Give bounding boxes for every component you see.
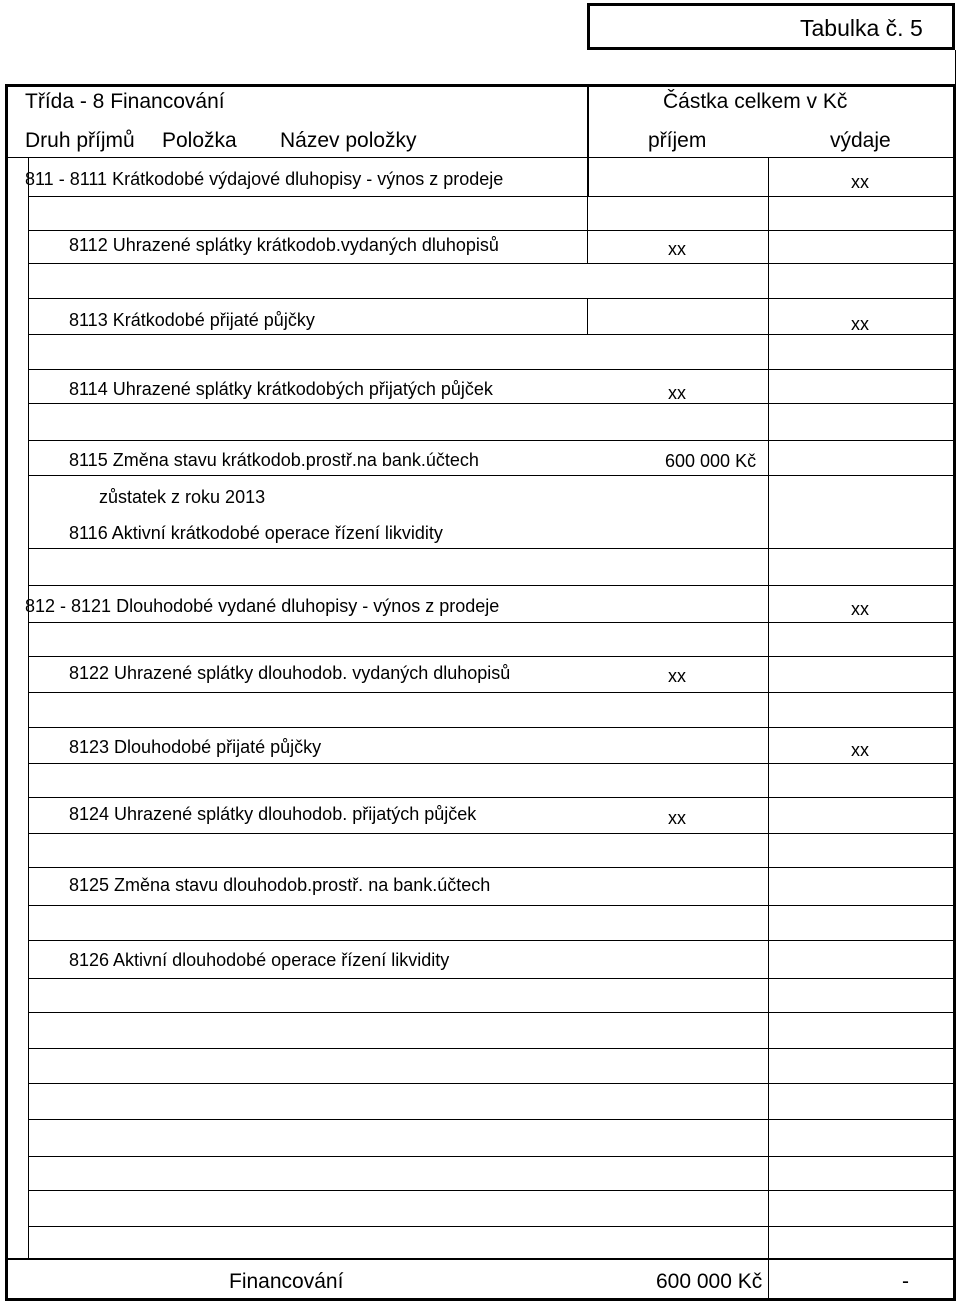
row-divider <box>28 656 956 657</box>
row-divider <box>28 548 956 549</box>
row-8113-label: 8113 Krátkodobé přijaté půjčky <box>69 310 315 330</box>
row-8113-expense: xx <box>851 314 869 334</box>
row-divider <box>28 622 956 623</box>
left-grid-edge <box>28 157 29 1258</box>
income-expense-separator <box>768 157 769 1301</box>
row-8125-label: 8125 Změna stavu dlouhodob.prostř. na bank.účtech <box>69 875 491 895</box>
row-carryover-label: zůstatek z roku 2013 <box>99 487 266 507</box>
row-divider <box>28 1190 956 1191</box>
row-8115-income: 600 000 Kč <box>665 451 757 471</box>
edge-tick <box>955 50 956 84</box>
row-8114-label: 8114 Uhrazené splátky krátkodobých přijatých půjček <box>69 379 493 399</box>
row-divider <box>28 263 956 264</box>
col-expense-heading: výdaje <box>830 129 891 152</box>
row-divider <box>28 797 956 798</box>
row-divider <box>28 833 956 834</box>
row-divider <box>28 196 956 197</box>
row-divider <box>28 585 956 586</box>
row-8122-income: xx <box>668 666 686 686</box>
row-divider <box>28 369 956 370</box>
row-8121-label: 812 - 8121 Dlouhodobé vydané dluhopisy - výnos z prodeje <box>25 596 500 616</box>
row-8126-label: 8126 Aktivní dlouhodobé operace řízení likvidity <box>69 950 450 970</box>
row-divider <box>28 1119 956 1120</box>
row-divider <box>28 230 956 231</box>
col-type-heading: Druh příjmů <box>25 129 135 152</box>
row-divider <box>28 867 956 868</box>
row-8124-label: 8124 Uhrazené splátky dlouhodob. přijatých půjček <box>69 804 477 824</box>
footer-divider <box>5 1258 956 1260</box>
class-label: Třída - 8 Financování <box>25 90 225 113</box>
row-divider <box>28 298 956 299</box>
row-divider <box>28 692 956 693</box>
row-divider <box>28 1156 956 1157</box>
row-divider <box>28 1012 956 1013</box>
row-divider <box>28 403 956 404</box>
row-8115-label: 8115 Změna stavu krátkodob.prostř.na bank.účtech <box>69 450 479 470</box>
row-8112-income: xx <box>668 239 686 259</box>
col-name-heading: Název položky <box>280 129 417 152</box>
income-column-left-border <box>587 84 589 196</box>
row-divider <box>28 1226 956 1227</box>
row-8111-expense: xx <box>851 172 869 192</box>
row-divider <box>28 763 956 764</box>
row-8123-expense: xx <box>851 740 869 760</box>
row-8121-expense: xx <box>851 599 869 619</box>
row-8112-label: 8112 Uhrazené splátky krátkodob.vydaných dluhopisů <box>69 235 499 255</box>
row-divider <box>28 978 956 979</box>
row-8114-income: xx <box>668 383 686 403</box>
footer-income: 600 000 Kč <box>656 1270 763 1293</box>
footer-label: Financování <box>229 1270 344 1293</box>
row-divider <box>28 940 956 941</box>
row-divider <box>28 905 956 906</box>
row-8122-label: 8122 Uhrazené splátky dlouhodob. vydaných dluhopisů <box>69 663 511 683</box>
table-label: Tabulka č. 5 <box>800 15 923 41</box>
row-8123-label: 8123 Dlouhodobé přijaté půjčky <box>69 737 322 757</box>
footer-expense: - <box>902 1270 909 1293</box>
row-8116-label: 8116 Aktivní krátkodobé operace řízení likvidity <box>69 523 443 543</box>
row-divider <box>28 1048 956 1049</box>
income-column-left-border-rows <box>587 298 588 334</box>
header-divider <box>5 157 956 158</box>
row-8111-label: 811 - 8111 Krátkodobé výdajové dluhopisy - výnos z prodeje <box>25 169 504 189</box>
row-divider <box>28 727 956 728</box>
row-divider <box>28 440 956 441</box>
row-divider <box>28 334 956 335</box>
row-8124-income: xx <box>668 808 686 828</box>
col-income-heading: příjem <box>648 129 707 152</box>
row-divider <box>28 475 956 476</box>
col-item-heading: Položka <box>162 129 237 152</box>
amount-total-heading: Částka celkem v Kč <box>663 90 848 113</box>
row-divider <box>28 1083 956 1084</box>
